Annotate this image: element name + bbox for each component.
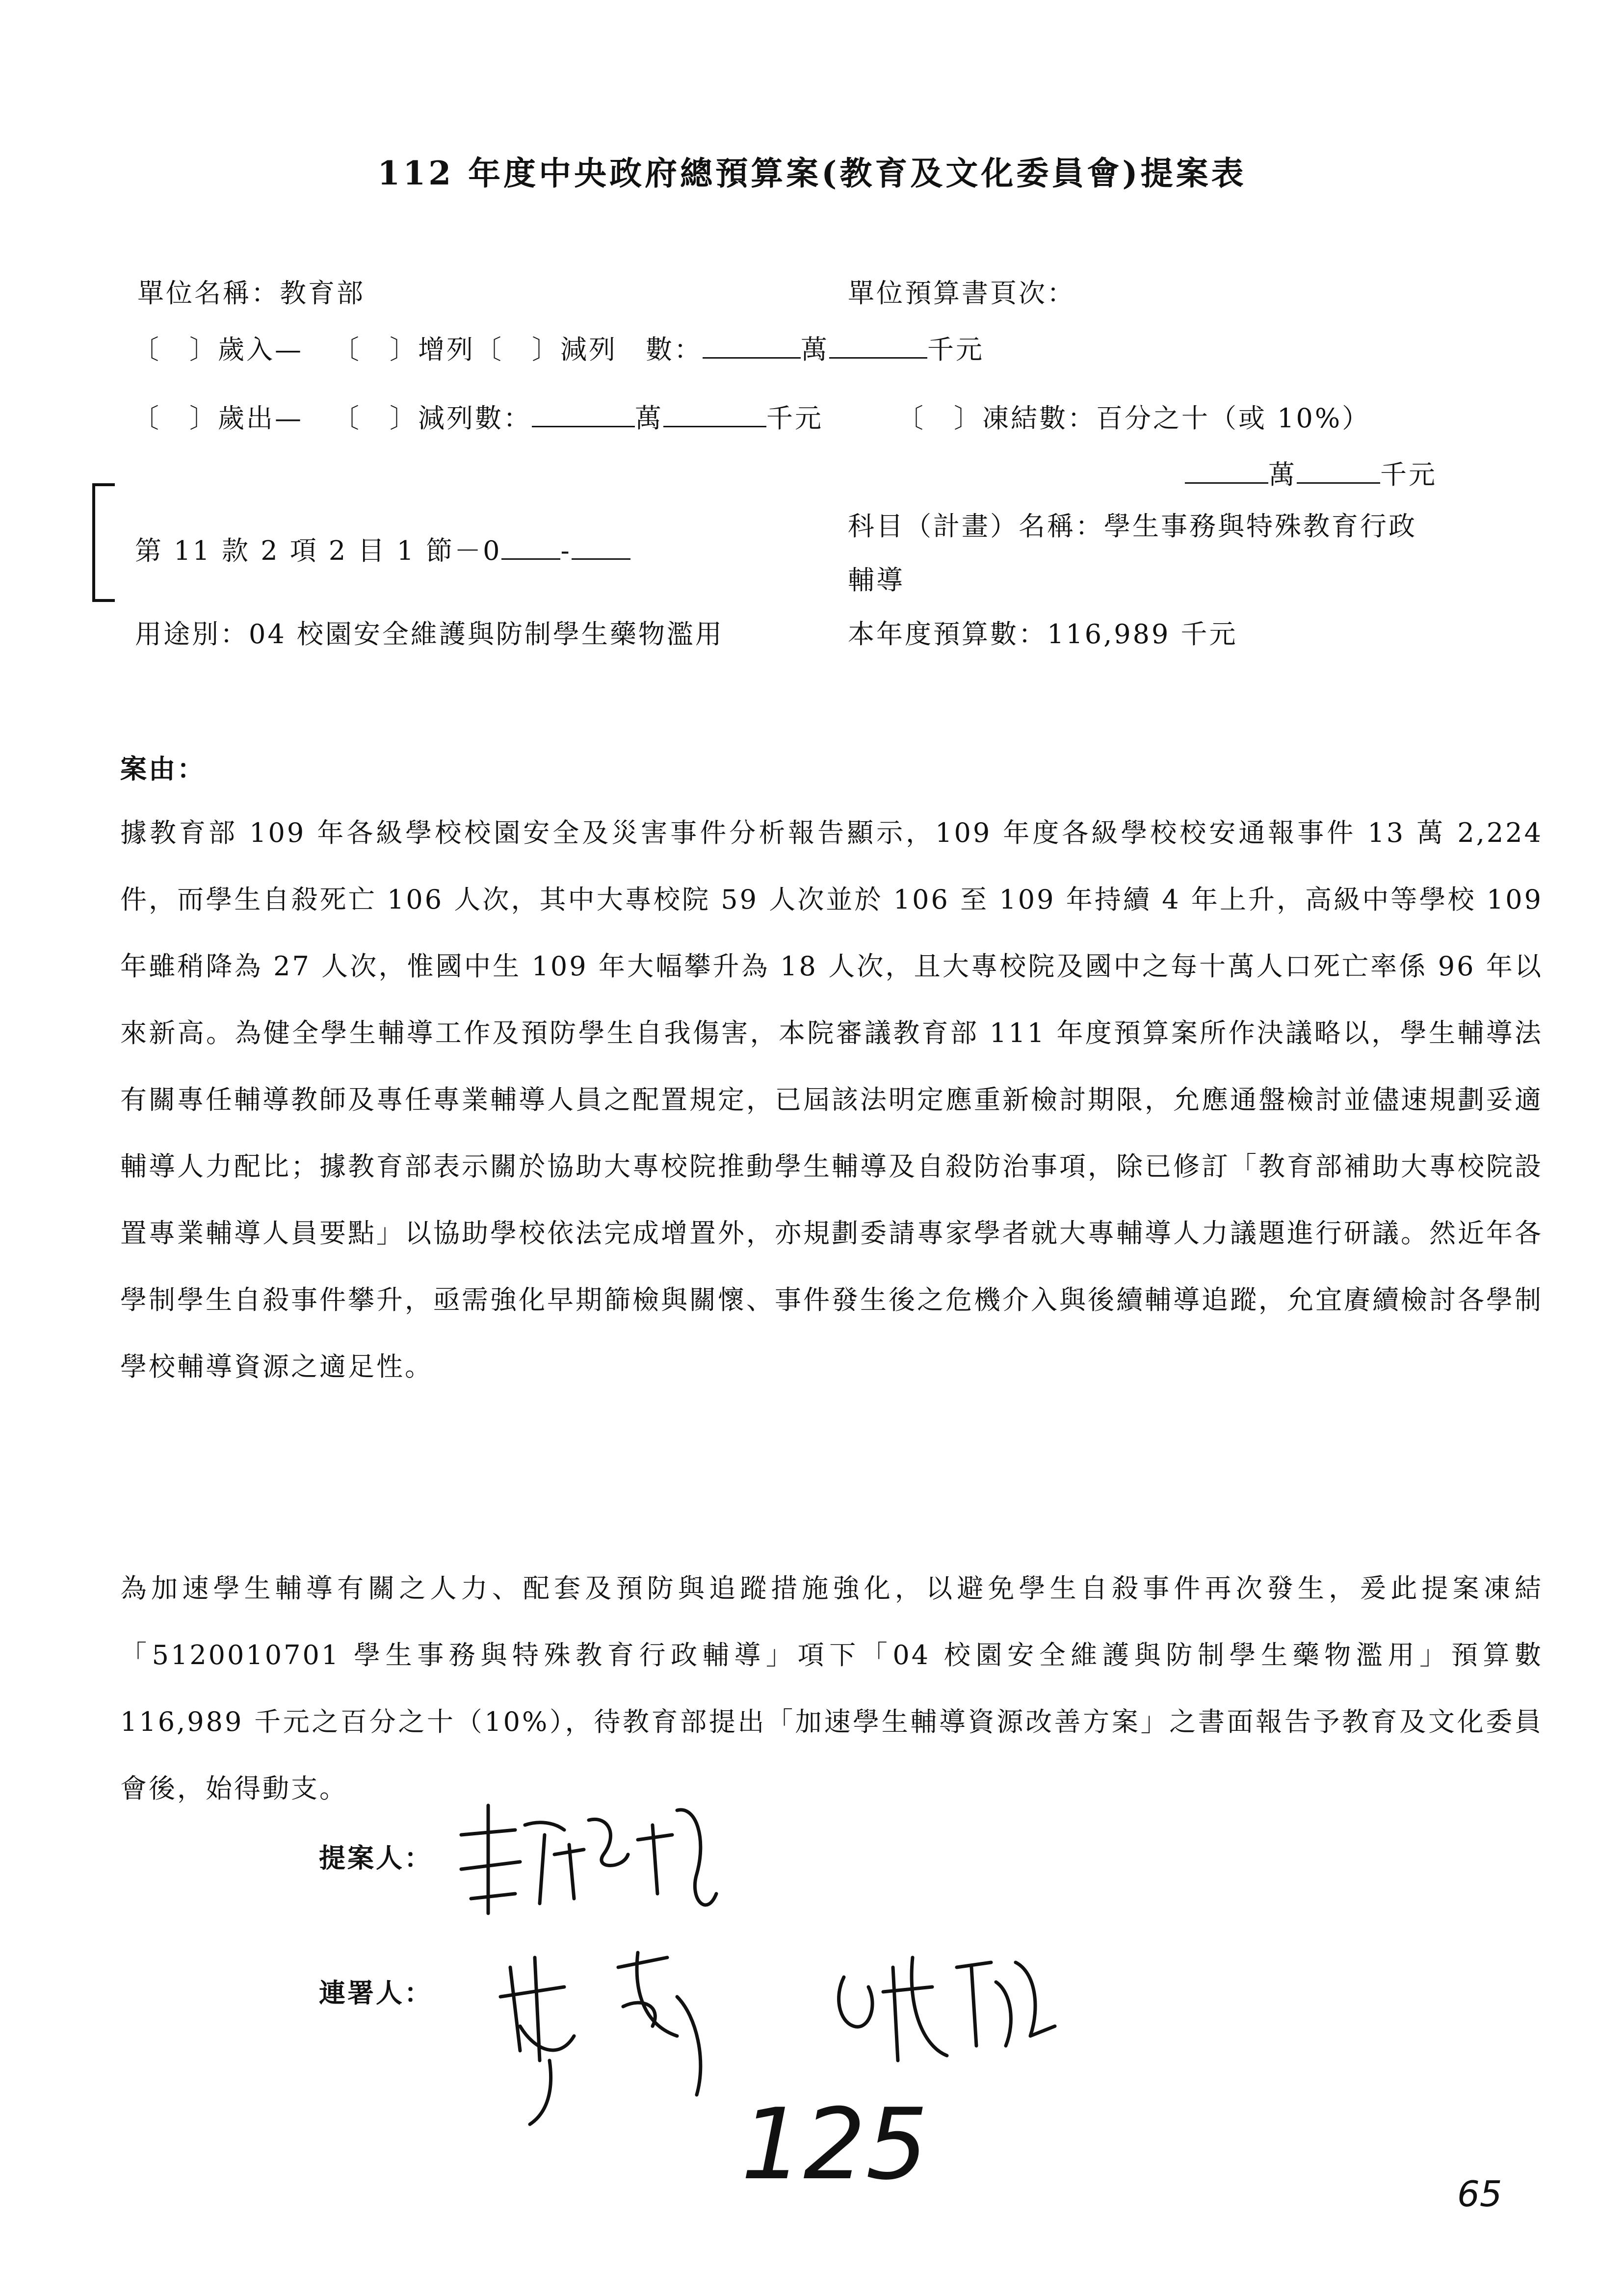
blank-field [663,403,766,427]
handwritten-number-125 [736,2085,991,2203]
blank-field [532,403,635,427]
handwritten-number-text: 125 [741,2087,928,2202]
qian-label: 千元 [927,334,984,365]
page-number: 65 [1457,2173,1502,2215]
cosigner-label: 連署人： [319,1977,433,2009]
blank-field [1297,460,1380,484]
usage: 用途別：04 校園安全維護與防制學生藥物濫用 [135,619,724,650]
decrease-checkbox: 〔 〕減列 數： [475,334,703,365]
section-code-prefix: 第 11 款 2 項 2 目 1 節－0 [135,535,502,566]
subject-name-line1: 科目（計畫）名稱：學生事務與特殊教育行政 [848,511,1417,542]
expense-line [132,397,1370,435]
proposer-label: 提案人： [319,1842,433,1874]
wan-label: 萬 [801,334,829,365]
revenue-checkbox: 〔 〕歲入— [132,334,303,365]
qian-label: 千元 [1380,459,1437,490]
section-code-dash: - [560,535,572,566]
section-code [135,530,630,568]
blank-field [829,335,927,359]
freeze-checkbox: 〔 〕凍結數：百分之十（或 10%） [897,403,1371,434]
expense-decrease: 〔 〕減列數： [333,403,532,434]
unit-name: 單位名稱：教育部 [137,278,365,309]
expense-checkbox: 〔 〕歲出— [132,403,303,434]
case-heading: 案由： [120,753,206,784]
qian-label: 千元 [766,403,823,434]
proposer-signature [442,1776,785,1938]
unit-budget-page: 單位預算書頁次： [848,278,1075,309]
case-paragraph-1: 據教育部 109 年各級學校校園安全及災害事件分析報告顯示，109 年度各級學校校安通報事件 13 萬 2,224 件，而學生自殺死亡 106 人次，其中大專校院 59 人次並於 106 至 109 年持續 4 年上升，高級中等學校 109 年雖稍降為 27 人次，惟國中生 109 年大幅攀升為 18 人次，且大專校院及國中之每十萬人口死亡率係 96 年以來新高。為健全學生輔導工作及預防學生自我傷害，本院審議教育部 111 年度預算案所作決議略以，學生輔導法有關專任輔導教師及專任專業輔導人員之配置規定，已屆該法明定應重新檢討期限，允應通盤檢討並儘速規劃妥適輔導人力配比；據教育部表示關於協助大專校院推動學生輔導及自殺防治事項，除已修訂「教育部補助大專校院設置專業輔導人員要點」以協助學校依法完成增置外，亦規劃委請專家學者就大專輔導人力議題進行研議。然近年各學制學生自殺事件攀升，亟需強化早期篩檢與關懷、事件發生後之危機介入與後續輔導追蹤，允宜賡續檢討各學制學校輔導資源之適足性。 [120,817,1543,1382]
case-paragraph-2: 為加速學生輔導有關之人力、配套及預防與追蹤措施強化，以避免學生自殺事件再次發生，爰此提案凍結「5120010701 學生事務與特殊教育行政輔導」項下「04 校園安全維護與防制學生藥物濫用」預算數 116,989 千元之百分之十（10%），待教育部提出「加速學生輔導資源改善方案」之書面報告予教育及文化委員會後，始得動支。 [120,1573,1543,1804]
blank-field [1185,460,1268,484]
blank-field [572,536,630,560]
wan-label: 萬 [1268,459,1297,490]
increase-checkbox: 〔 〕增列 [333,334,475,365]
blank-field [501,536,560,560]
freeze-amount [1185,454,1437,492]
page-title: 112 年度中央政府總預算案(教育及文化委員會)提案表 [377,154,1247,192]
bracket [92,483,115,602]
wan-label: 萬 [635,403,663,434]
revenue-line [132,329,984,366]
blank-field [703,335,801,359]
budget-amount: 本年度預算數：116,989 千元 [848,619,1238,650]
subject-name-line2: 輔導 [848,565,905,596]
